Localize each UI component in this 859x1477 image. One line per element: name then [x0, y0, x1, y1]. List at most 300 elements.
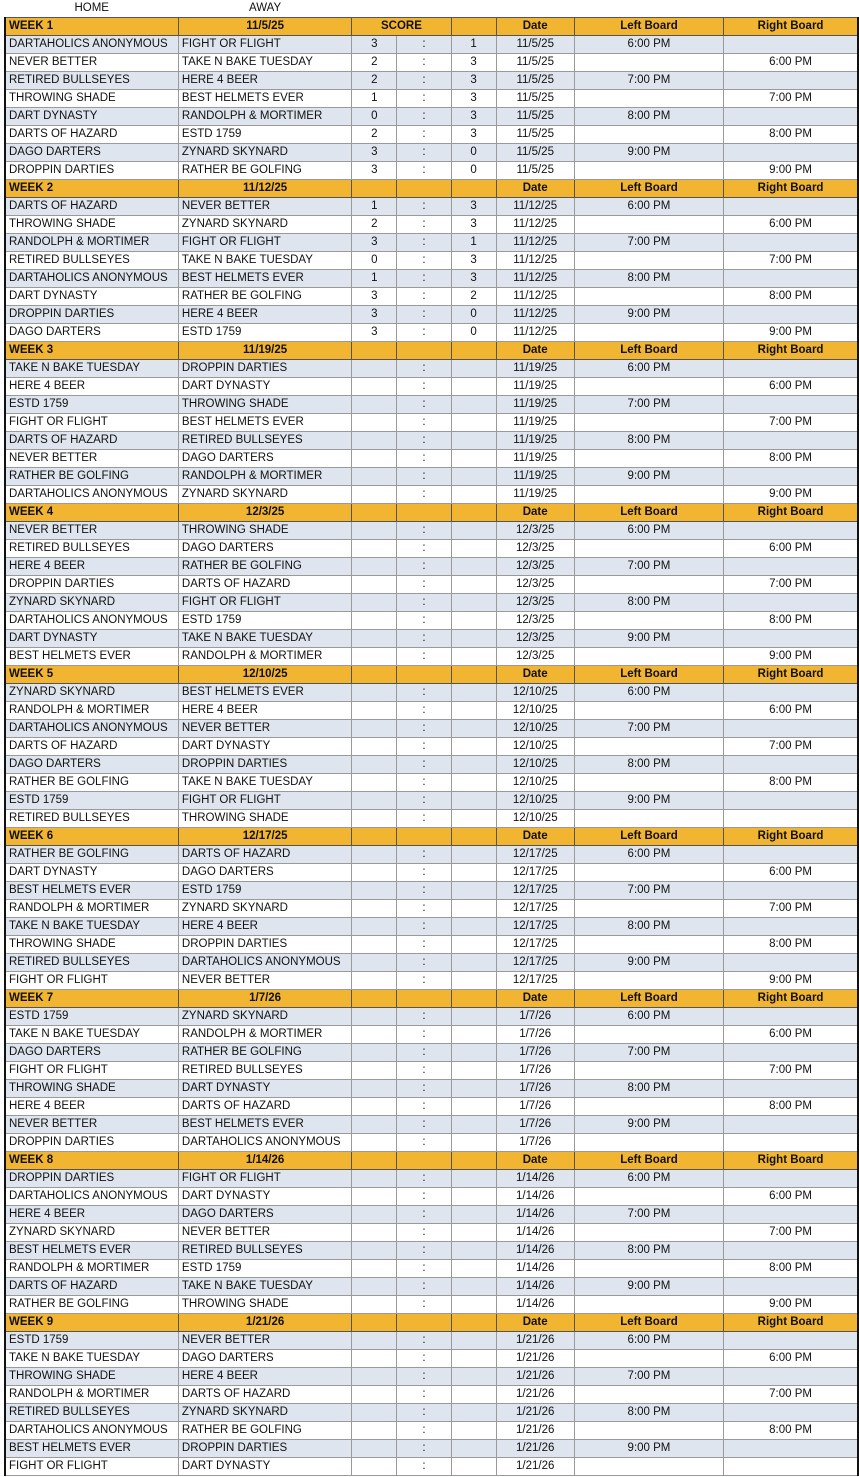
home-team: RETIRED BULLSEYES [5, 540, 178, 558]
away-team: TAKE N BAKE TUESDAY [178, 54, 351, 72]
away-team: ESTD 1759 [178, 612, 351, 630]
left-board-header: Left Board [574, 990, 723, 1008]
left-board-time [574, 252, 723, 270]
right-board-time [724, 1368, 858, 1386]
score-separator: : [397, 288, 451, 306]
away-team: BEST HELMETS EVER [178, 1116, 351, 1134]
score-separator: : [397, 612, 451, 630]
away-score-header-blank [451, 1152, 496, 1170]
away-team: ZYNARD SKYNARD [178, 1008, 351, 1026]
home-team: DARTS OF HAZARD [5, 126, 178, 144]
home-team: NEVER BETTER [5, 1116, 178, 1134]
left-board-time: 7:00 PM [574, 234, 723, 252]
away-team: ZYNARD SKYNARD [178, 486, 351, 504]
away-score [451, 1296, 496, 1314]
away-team: HERE 4 BEER [178, 306, 351, 324]
home-team: BEST HELMETS EVER [5, 1242, 178, 1260]
match-date: 11/5/25 [496, 126, 574, 144]
left-board-time [574, 1062, 723, 1080]
away-team: RANDOLPH & MORTIMER [178, 1026, 351, 1044]
home-score [352, 1260, 397, 1278]
match-date: 12/10/25 [496, 684, 574, 702]
match-date: 12/17/25 [496, 918, 574, 936]
match-row [5, 1386, 858, 1404]
left-board-time: 7:00 PM [574, 882, 723, 900]
away-team: HERE 4 BEER [178, 702, 351, 720]
home-team: ESTD 1759 [5, 792, 178, 810]
away-score [451, 1008, 496, 1026]
away-score: 1 [451, 234, 496, 252]
away-score [451, 846, 496, 864]
away-score: 0 [451, 144, 496, 162]
away-score [451, 882, 496, 900]
home-team: ESTD 1759 [5, 1332, 178, 1350]
away-score [451, 414, 496, 432]
right-board-time: 7:00 PM [724, 900, 858, 918]
away-score: 3 [451, 108, 496, 126]
away-team: DROPPIN DARTIES [178, 360, 351, 378]
away-score [451, 864, 496, 882]
match-date: 12/3/25 [496, 558, 574, 576]
home-team: RATHER BE GOLFING [5, 1296, 178, 1314]
away-team: RETIRED BULLSEYES [178, 1062, 351, 1080]
score-separator: : [397, 1116, 451, 1134]
match-row [5, 198, 858, 216]
home-team: DART DYNASTY [5, 864, 178, 882]
match-row [5, 900, 858, 918]
match-date: 1/7/26 [496, 1116, 574, 1134]
right-board-time [724, 630, 858, 648]
home-score [352, 1458, 397, 1476]
week-label: WEEK 2 [5, 180, 178, 198]
left-board-time: 8:00 PM [574, 1404, 723, 1422]
score-separator: : [397, 792, 451, 810]
score-separator: : [397, 468, 451, 486]
away-score [451, 972, 496, 990]
away-team: ZYNARD SKYNARD [178, 900, 351, 918]
match-date: 11/19/25 [496, 378, 574, 396]
match-date: 11/12/25 [496, 216, 574, 234]
home-score [352, 1332, 397, 1350]
score-separator: : [397, 396, 451, 414]
score-header-blank [352, 1314, 397, 1332]
home-team: RETIRED BULLSEYES [5, 954, 178, 972]
match-row [5, 1458, 858, 1476]
home-score: 2 [352, 54, 397, 72]
away-team: DART DYNASTY [178, 1188, 351, 1206]
left-board-header: Left Board [574, 180, 723, 198]
match-date: 12/3/25 [496, 594, 574, 612]
right-board-header: Right Board [724, 342, 858, 360]
home-team: ZYNARD SKYNARD [5, 1224, 178, 1242]
away-score [451, 936, 496, 954]
score-header-blank [397, 828, 451, 846]
left-board-time: 6:00 PM [574, 522, 723, 540]
away-score: 3 [451, 252, 496, 270]
away-team: NEVER BETTER [178, 720, 351, 738]
score-separator: : [397, 432, 451, 450]
right-board-header: Right Board [724, 1152, 858, 1170]
right-board-time: 9:00 PM [724, 972, 858, 990]
home-score [352, 1242, 397, 1260]
home-score [352, 900, 397, 918]
left-board-header: Left Board [574, 1314, 723, 1332]
match-row [5, 108, 858, 126]
home-team: BEST HELMETS EVER [5, 1440, 178, 1458]
home-score: 1 [352, 198, 397, 216]
away-team: ZYNARD SKYNARD [178, 1404, 351, 1422]
left-board-time [574, 774, 723, 792]
score-separator: : [397, 162, 451, 180]
right-board-time: 8:00 PM [724, 612, 858, 630]
match-row [5, 1206, 858, 1224]
match-date: 12/17/25 [496, 972, 574, 990]
score-separator: : [397, 522, 451, 540]
away-team: DAGO DARTERS [178, 1206, 351, 1224]
right-board-time [724, 1278, 858, 1296]
away-score [451, 1188, 496, 1206]
away-score [451, 756, 496, 774]
home-team: HERE 4 BEER [5, 1098, 178, 1116]
score-header-blank [352, 666, 397, 684]
score-separator: : [397, 558, 451, 576]
away-score [451, 1386, 496, 1404]
home-score [352, 1044, 397, 1062]
left-board-time: 8:00 PM [574, 1242, 723, 1260]
away-score [451, 1116, 496, 1134]
match-row [5, 36, 858, 54]
match-row [5, 1278, 858, 1296]
match-row [5, 1260, 858, 1278]
home-score [352, 1008, 397, 1026]
match-row [5, 576, 858, 594]
home-team: RETIRED BULLSEYES [5, 810, 178, 828]
home-team: ZYNARD SKYNARD [5, 684, 178, 702]
home-team: DARTAHOLICS ANONYMOUS [5, 36, 178, 54]
week-date: 11/19/25 [178, 342, 351, 360]
match-date: 1/7/26 [496, 1080, 574, 1098]
home-score [352, 1350, 397, 1368]
match-date: 11/5/25 [496, 36, 574, 54]
away-team: FIGHT OR FLIGHT [178, 234, 351, 252]
column-header-row [5, 0, 858, 18]
score-separator: : [397, 1458, 451, 1476]
away-score-header-blank [451, 666, 496, 684]
right-board-time: 6:00 PM [724, 378, 858, 396]
home-score [352, 720, 397, 738]
match-date: 1/14/26 [496, 1224, 574, 1242]
score-separator: : [397, 1170, 451, 1188]
right-board-time: 8:00 PM [724, 1260, 858, 1278]
match-date: 12/10/25 [496, 810, 574, 828]
left-board-time [574, 90, 723, 108]
home-team: ESTD 1759 [5, 1008, 178, 1026]
away-team: DARTAHOLICS ANONYMOUS [178, 954, 351, 972]
score-header-blank [397, 1152, 451, 1170]
match-date: 1/21/26 [496, 1404, 574, 1422]
match-date: 1/14/26 [496, 1260, 574, 1278]
score-separator: : [397, 90, 451, 108]
match-date: 12/10/25 [496, 792, 574, 810]
date-header: Date [496, 18, 574, 36]
home-team: DARTS OF HAZARD [5, 738, 178, 756]
home-score [352, 810, 397, 828]
score-separator: : [397, 1206, 451, 1224]
home-team: FIGHT OR FLIGHT [5, 1458, 178, 1476]
home-team: DAGO DARTERS [5, 1044, 178, 1062]
right-board-time [724, 360, 858, 378]
score-separator: : [397, 918, 451, 936]
score-header-blank [352, 828, 397, 846]
home-team: FIGHT OR FLIGHT [5, 972, 178, 990]
away-score [451, 396, 496, 414]
home-score [352, 630, 397, 648]
match-date: 12/17/25 [496, 936, 574, 954]
left-board-time [574, 1026, 723, 1044]
left-board-time: 6:00 PM [574, 1332, 723, 1350]
home-score [352, 774, 397, 792]
away-team: ESTD 1759 [178, 324, 351, 342]
away-team: DAGO DARTERS [178, 864, 351, 882]
home-team: DARTAHOLICS ANONYMOUS [5, 270, 178, 288]
home-team: DAGO DARTERS [5, 144, 178, 162]
match-row [5, 738, 858, 756]
score-separator: : [397, 1098, 451, 1116]
home-score [352, 738, 397, 756]
home-team: HERE 4 BEER [5, 558, 178, 576]
home-team: TAKE N BAKE TUESDAY [5, 360, 178, 378]
home-team: DART DYNASTY [5, 108, 178, 126]
week-date: 1/7/26 [178, 990, 351, 1008]
away-score [451, 468, 496, 486]
match-date: 1/7/26 [496, 1044, 574, 1062]
date-header: Date [496, 828, 574, 846]
match-row [5, 936, 858, 954]
match-row [5, 252, 858, 270]
away-score-header-blank [451, 180, 496, 198]
away-score [451, 954, 496, 972]
home-team: RANDOLPH & MORTIMER [5, 702, 178, 720]
match-date: 1/21/26 [496, 1440, 574, 1458]
home-score [352, 378, 397, 396]
away-score [451, 450, 496, 468]
right-board-header: Right Board [724, 828, 858, 846]
match-date: 1/21/26 [496, 1368, 574, 1386]
week-header-row [5, 1314, 858, 1332]
away-team: ZYNARD SKYNARD [178, 216, 351, 234]
home-score [352, 450, 397, 468]
score-separator: : [397, 1404, 451, 1422]
left-board-time [574, 864, 723, 882]
away-team: FIGHT OR FLIGHT [178, 1170, 351, 1188]
score-separator: : [397, 270, 451, 288]
away-score: 3 [451, 54, 496, 72]
match-row [5, 684, 858, 702]
left-board-time: 6:00 PM [574, 846, 723, 864]
match-row [5, 54, 858, 72]
away-score-header-blank [451, 504, 496, 522]
right-board-time [724, 72, 858, 90]
away-score: 0 [451, 324, 496, 342]
away-team: TAKE N BAKE TUESDAY [178, 1278, 351, 1296]
away-score [451, 1332, 496, 1350]
score-separator: : [397, 486, 451, 504]
score-separator: : [397, 1368, 451, 1386]
right-board-time [724, 756, 858, 774]
right-board-time [724, 432, 858, 450]
left-board-header: Left Board [574, 1152, 723, 1170]
score-separator: : [397, 936, 451, 954]
home-team: NEVER BETTER [5, 450, 178, 468]
col-away-header: AWAY [249, 2, 282, 14]
match-row [5, 972, 858, 990]
home-score [352, 1062, 397, 1080]
date-header: Date [496, 504, 574, 522]
match-row [5, 720, 858, 738]
match-date: 11/12/25 [496, 270, 574, 288]
away-team: THROWING SHADE [178, 810, 351, 828]
match-row [5, 432, 858, 450]
home-team: FIGHT OR FLIGHT [5, 1062, 178, 1080]
date-header: Date [496, 990, 574, 1008]
left-board-time [574, 648, 723, 666]
right-board-time: 8:00 PM [724, 450, 858, 468]
home-score [352, 1422, 397, 1440]
left-board-time: 7:00 PM [574, 720, 723, 738]
score-separator: : [397, 576, 451, 594]
home-score [352, 648, 397, 666]
home-score [352, 1116, 397, 1134]
left-board-time [574, 1098, 723, 1116]
away-team: RATHER BE GOLFING [178, 1044, 351, 1062]
away-score-header-blank [451, 1314, 496, 1332]
away-score: 3 [451, 90, 496, 108]
score-separator: : [397, 1008, 451, 1026]
left-board-time: 8:00 PM [574, 432, 723, 450]
right-board-time: 8:00 PM [724, 288, 858, 306]
home-score [352, 432, 397, 450]
score-separator: : [397, 1440, 451, 1458]
match-date: 12/17/25 [496, 954, 574, 972]
home-score: 2 [352, 216, 397, 234]
right-board-time: 6:00 PM [724, 1350, 858, 1368]
home-team: THROWING SHADE [5, 1368, 178, 1386]
left-board-time: 7:00 PM [574, 1368, 723, 1386]
score-separator: : [397, 810, 451, 828]
match-row [5, 810, 858, 828]
right-board-time: 6:00 PM [724, 54, 858, 72]
right-board-time: 6:00 PM [724, 864, 858, 882]
match-date: 1/7/26 [496, 1062, 574, 1080]
home-team: ESTD 1759 [5, 396, 178, 414]
match-date: 11/19/25 [496, 396, 574, 414]
left-board-time [574, 450, 723, 468]
home-team: DARTS OF HAZARD [5, 1278, 178, 1296]
right-board-time [724, 1206, 858, 1224]
home-team: RANDOLPH & MORTIMER [5, 900, 178, 918]
score-header: SCORE [352, 18, 451, 36]
score-header-blank [352, 342, 397, 360]
home-score [352, 1224, 397, 1242]
home-score [352, 1134, 397, 1152]
left-board-time: 9:00 PM [574, 954, 723, 972]
home-team: DAGO DARTERS [5, 324, 178, 342]
home-score [352, 1206, 397, 1224]
match-date: 12/17/25 [496, 846, 574, 864]
home-team: TAKE N BAKE TUESDAY [5, 1026, 178, 1044]
week-header-row [5, 828, 858, 846]
week-label: WEEK 5 [5, 666, 178, 684]
date-header: Date [496, 180, 574, 198]
match-date: 1/14/26 [496, 1278, 574, 1296]
away-score [451, 1170, 496, 1188]
away-score: 3 [451, 216, 496, 234]
away-score [451, 522, 496, 540]
left-board-time: 9:00 PM [574, 792, 723, 810]
week-date: 12/3/25 [178, 504, 351, 522]
week-date: 11/12/25 [178, 180, 351, 198]
score-separator: : [397, 972, 451, 990]
away-team: FIGHT OR FLIGHT [178, 36, 351, 54]
away-team: HERE 4 BEER [178, 918, 351, 936]
right-board-time: 9:00 PM [724, 648, 858, 666]
match-row [5, 414, 858, 432]
home-score [352, 1170, 397, 1188]
right-board-time: 8:00 PM [724, 126, 858, 144]
left-board-time [574, 216, 723, 234]
score-separator: : [397, 702, 451, 720]
right-board-time [724, 1044, 858, 1062]
right-board-time: 8:00 PM [724, 1422, 858, 1440]
match-row [5, 360, 858, 378]
away-team: DARTAHOLICS ANONYMOUS [178, 1134, 351, 1152]
match-date: 1/21/26 [496, 1422, 574, 1440]
match-row [5, 450, 858, 468]
home-score [352, 882, 397, 900]
left-board-time: 8:00 PM [574, 270, 723, 288]
score-separator: : [397, 234, 451, 252]
right-board-time [724, 144, 858, 162]
right-board-time: 9:00 PM [724, 1296, 858, 1314]
home-team: DROPPIN DARTIES [5, 1170, 178, 1188]
match-date: 11/19/25 [496, 486, 574, 504]
away-score [451, 1422, 496, 1440]
score-separator: : [397, 648, 451, 666]
home-score [352, 522, 397, 540]
score-header-blank [397, 990, 451, 1008]
right-board-time [724, 594, 858, 612]
left-board-time: 7:00 PM [574, 396, 723, 414]
match-date: 12/10/25 [496, 720, 574, 738]
away-team: NEVER BETTER [178, 1224, 351, 1242]
left-board-time [574, 810, 723, 828]
left-board-time [574, 162, 723, 180]
match-date: 11/19/25 [496, 360, 574, 378]
match-row [5, 846, 858, 864]
right-board-time [724, 234, 858, 252]
home-score [352, 594, 397, 612]
week-header-row [5, 990, 858, 1008]
match-row [5, 1044, 858, 1062]
home-score [352, 918, 397, 936]
right-board-time [724, 36, 858, 54]
match-row [5, 1350, 858, 1368]
left-board-time: 6:00 PM [574, 198, 723, 216]
right-board-header: Right Board [724, 180, 858, 198]
match-date: 1/7/26 [496, 1026, 574, 1044]
home-score [352, 468, 397, 486]
away-score: 3 [451, 126, 496, 144]
